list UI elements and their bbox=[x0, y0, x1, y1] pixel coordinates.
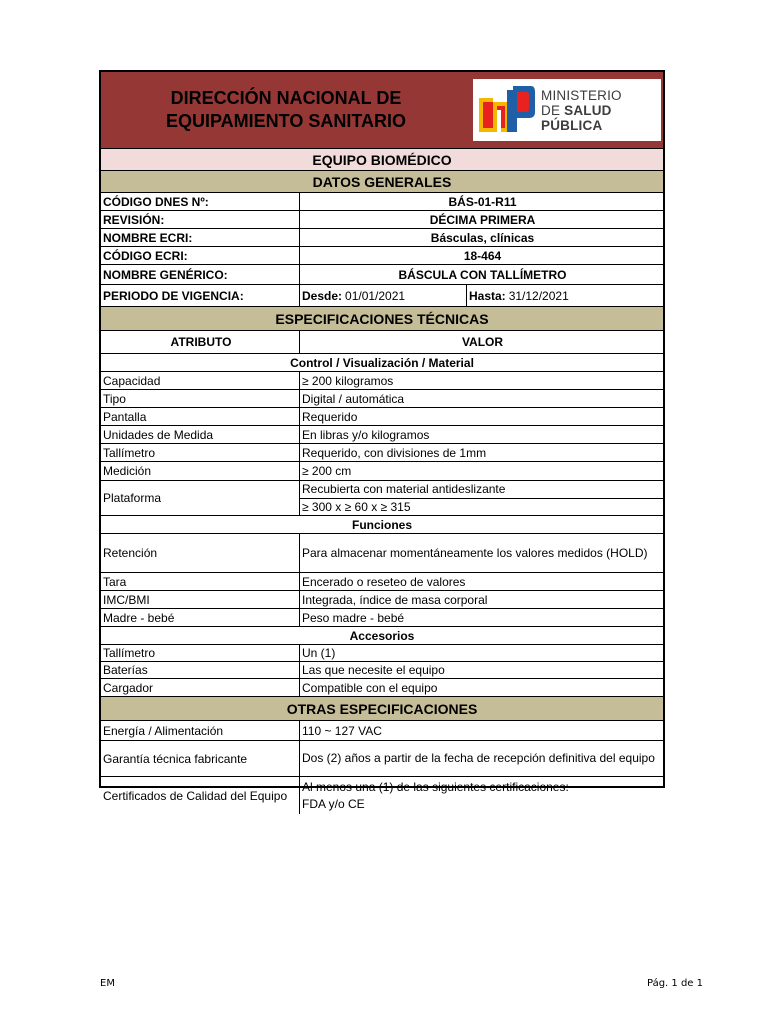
plataforma-value-2: ≥ 300 x ≥ 60 x ≥ 315 bbox=[300, 498, 663, 516]
certificados-value-2: FDA y/o CE bbox=[302, 796, 365, 811]
accesorios-row-attr: Cargador bbox=[101, 679, 300, 696]
ministerio-logo bbox=[473, 79, 661, 141]
control-row bbox=[101, 462, 663, 481]
general-row-value: BÁS-01-R11 bbox=[448, 194, 517, 209]
general-row bbox=[101, 247, 663, 265]
funciones-row-attr: Tara bbox=[101, 573, 300, 590]
spec-sheet bbox=[99, 70, 665, 811]
logo-line2-bold: SALUD PÚBLICA bbox=[541, 102, 612, 133]
garantia-row bbox=[101, 741, 663, 777]
hasta-label: Hasta: bbox=[469, 288, 506, 303]
accesorios-row bbox=[101, 645, 663, 662]
control-row-attr: Capacidad bbox=[101, 372, 300, 389]
control-row-value: ≥ 200 kilogramos bbox=[302, 373, 394, 388]
footer-left: EM bbox=[100, 978, 115, 989]
accesorios-row-value: Las que necesite el equipo bbox=[302, 663, 445, 677]
vigencia-row bbox=[101, 285, 663, 307]
funciones-row-attr: IMC/BMI bbox=[101, 591, 300, 608]
funciones-row-attr: Madre - bebé bbox=[101, 609, 300, 626]
document-header bbox=[101, 72, 663, 149]
retencion-value: Para almacenar momentáneamente los valores medidos (HOLD) bbox=[302, 545, 648, 560]
plataforma-value bbox=[300, 481, 663, 515]
control-row bbox=[101, 426, 663, 444]
general-row-value: 18-464 bbox=[463, 248, 502, 263]
general-row-value: BÁSCULA CON TALLÍMETRO bbox=[398, 267, 567, 282]
certificados-attr: Certificados de Calidad del Equipo bbox=[101, 777, 300, 814]
energia-value: 110 ~ 127 VAC bbox=[302, 723, 382, 738]
control-row-value: Requerido bbox=[302, 409, 358, 424]
accesorios-row bbox=[101, 679, 663, 697]
header-title-line1: DIRECCIÓN NACIONAL DE bbox=[170, 88, 402, 108]
control-row-attr: Tallímetro bbox=[101, 444, 300, 461]
msp-logo-icon bbox=[479, 84, 537, 136]
funciones-row bbox=[101, 591, 663, 609]
header-title bbox=[101, 72, 471, 148]
funciones-row-value: Encerado o reseteo de valores bbox=[302, 574, 466, 589]
header-atributo: ATRIBUTO bbox=[101, 331, 300, 353]
vigencia-values bbox=[300, 285, 663, 306]
certificados-row bbox=[101, 777, 663, 814]
garantia-value: Dos (2) años a partir de la fecha de recepción definitiva del equipo bbox=[302, 751, 655, 765]
accesorios-row-value: Compatible con el equipo bbox=[302, 680, 438, 695]
control-row-value: Requerido, con divisiones de 1mm bbox=[302, 445, 487, 460]
retencion-row bbox=[101, 534, 663, 573]
accesorios-row-attr: Baterías bbox=[101, 662, 300, 678]
retencion-attr: Retención bbox=[101, 534, 300, 572]
control-row-value: ≥ 200 cm bbox=[302, 464, 352, 478]
funciones-row bbox=[101, 573, 663, 591]
general-row-value: DÉCIMA PRIMERA bbox=[429, 212, 536, 227]
section-funciones: Funciones bbox=[101, 516, 663, 534]
funciones-row bbox=[101, 609, 663, 627]
control-row-attr: Pantalla bbox=[101, 408, 300, 425]
accesorios-row-value: Un (1) bbox=[302, 646, 336, 660]
accesorios-row bbox=[101, 662, 663, 679]
general-row bbox=[101, 265, 663, 285]
footer-page-number: Pág. 1 de 1 bbox=[647, 978, 703, 989]
general-row bbox=[101, 193, 663, 211]
general-row-attr: CÓDIGO ECRI: bbox=[101, 247, 300, 264]
vigencia-hasta bbox=[467, 285, 569, 306]
logo-line1: MINISTERIO bbox=[541, 87, 622, 103]
accesorios-row-attr: Tallímetro bbox=[101, 645, 300, 661]
section-accesorios: Accesorios bbox=[101, 627, 663, 645]
control-row bbox=[101, 390, 663, 408]
control-row-value: Digital / automática bbox=[302, 391, 405, 406]
certificados-value-1: Al menos una (1) de las siguientes certificaciones: bbox=[302, 779, 569, 794]
plataforma-value-1: Recubierta con material antideslizante bbox=[302, 482, 506, 497]
certificados-value bbox=[300, 777, 663, 814]
header-valor: VALOR bbox=[461, 335, 504, 349]
logo-text bbox=[541, 88, 661, 133]
logo-area bbox=[471, 72, 663, 148]
hasta-value: 31/12/2021 bbox=[508, 288, 569, 303]
desde-value: 01/01/2021 bbox=[345, 288, 406, 303]
general-row-attr: NOMBRE ECRI: bbox=[101, 229, 300, 246]
general-row-attr: NOMBRE GENÉRICO: bbox=[101, 265, 300, 284]
band-equipo: EQUIPO BIOMÉDICO bbox=[101, 149, 663, 171]
energia-attr: Energía / Alimentación bbox=[101, 721, 300, 740]
control-row-attr: Medición bbox=[101, 462, 300, 480]
vigencia-label: PERIODO DE VIGENCIA: bbox=[101, 285, 300, 306]
general-row bbox=[101, 229, 663, 247]
vigencia-desde bbox=[300, 285, 467, 306]
general-row bbox=[101, 211, 663, 229]
desde-label: Desde: bbox=[302, 288, 343, 303]
logo-line2 bbox=[541, 103, 661, 133]
general-row-attr: CÓDIGO DNES Nº: bbox=[101, 193, 300, 210]
control-row bbox=[101, 444, 663, 462]
funciones-row-value: Peso madre - bebé bbox=[302, 610, 405, 625]
general-row-value: Básculas, clínicas bbox=[430, 230, 535, 245]
section-control: Control / Visualización / Material bbox=[101, 354, 663, 372]
funciones-row-value: Integrada, índice de masa corporal bbox=[302, 592, 488, 607]
header-title-line2: EQUIPAMIENTO SANITARIO bbox=[165, 111, 406, 131]
control-row bbox=[101, 372, 663, 390]
garantia-attr: Garantía técnica fabricante bbox=[101, 741, 300, 776]
band-otras: OTRAS ESPECIFICACIONES bbox=[101, 697, 663, 721]
energia-row bbox=[101, 721, 663, 741]
plataforma-row bbox=[101, 481, 663, 516]
table-header bbox=[101, 331, 663, 354]
general-row-attr: REVISIÓN: bbox=[101, 211, 300, 228]
control-row-attr: Tipo bbox=[101, 390, 300, 407]
band-especificaciones: ESPECIFICACIONES TÉCNICAS bbox=[101, 307, 663, 331]
plataforma-attr: Plataforma bbox=[101, 481, 300, 515]
band-datos-generales: DATOS GENERALES bbox=[101, 171, 663, 193]
control-row-value: En libras y/o kilogramos bbox=[302, 427, 430, 442]
logo-line2-prefix: DE bbox=[541, 102, 565, 118]
control-row-attr: Unidades de Medida bbox=[101, 426, 300, 443]
control-row bbox=[101, 408, 663, 426]
